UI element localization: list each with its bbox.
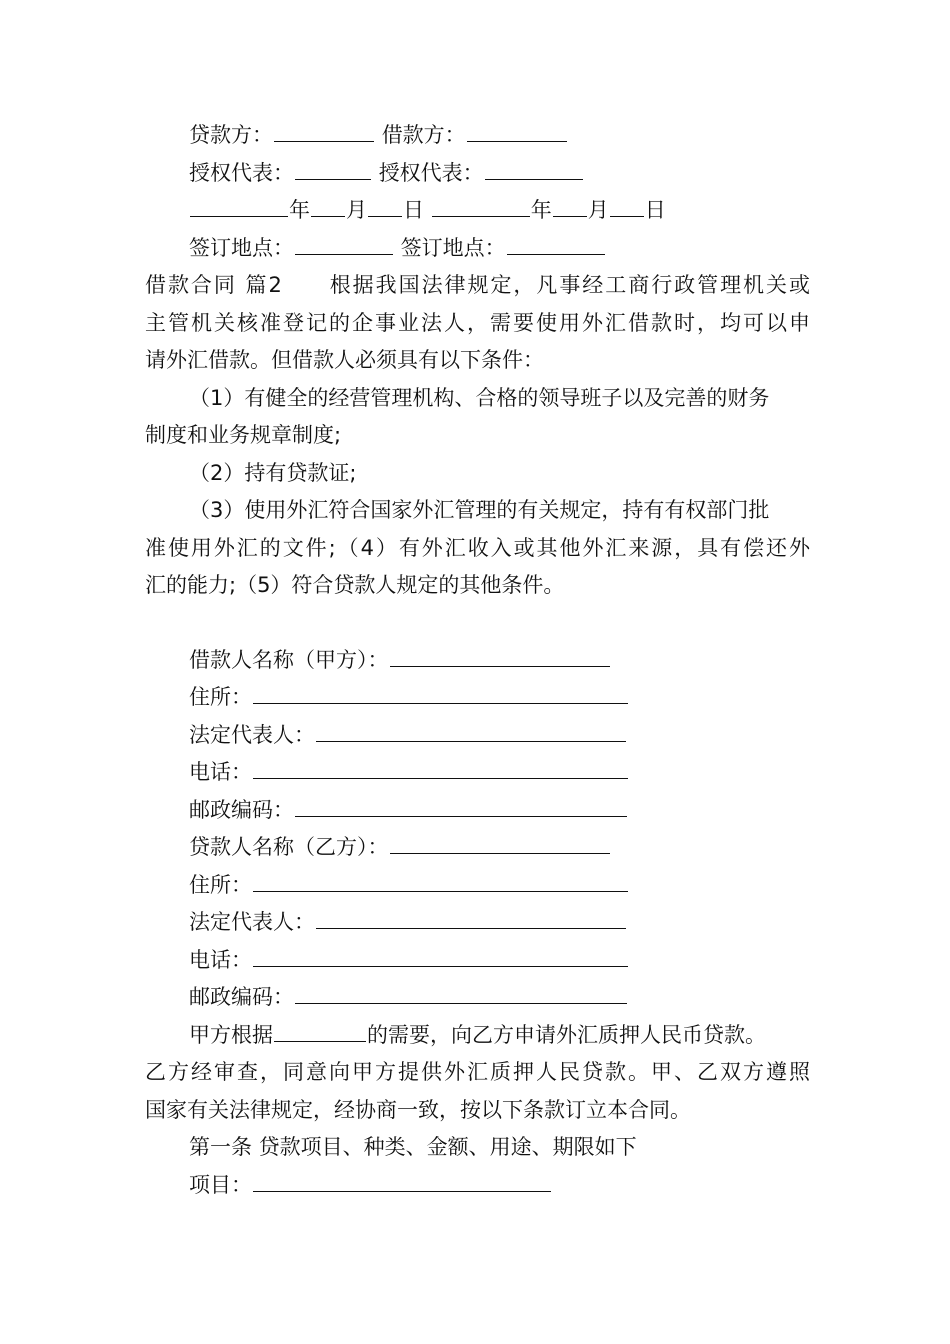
- lender-postcode-row: [145, 979, 810, 1017]
- lender-phone-label: 电话：: [189, 947, 252, 972]
- intro-line-2: 主管机关核准登记的企事业法人，需要使用外汇借款时，均可以申: [145, 310, 810, 335]
- lender-phone-row: [145, 942, 810, 980]
- condition-1-line-1: （1）有健全的经营管理机构、合格的领导班子以及完善的财务: [189, 385, 770, 410]
- body-paragraph-line-1: [145, 1017, 810, 1055]
- borrower-address-row: [145, 679, 810, 717]
- month-label: 月: [346, 198, 367, 222]
- condition-3-line-1: （3）使用外汇符合国家外汇管理的有关规定，持有有权部门批: [189, 498, 770, 522]
- condition-1-line-2: 制度和业务规章制度;: [145, 423, 342, 447]
- year-label-2: 年: [530, 198, 552, 222]
- day-blank: [368, 194, 402, 217]
- signature-row-places: [145, 230, 810, 268]
- lender-legal-rep-label: 法定代表人：: [189, 910, 315, 934]
- borrower-phone-label: 电话：: [189, 760, 252, 784]
- rep-lender-label: 授权代表：: [189, 160, 294, 185]
- place-lender-label: 签订地点：: [189, 235, 294, 260]
- lender-legal-rep-row: [145, 904, 810, 942]
- place-lender-blank: [295, 232, 393, 255]
- lender-name-blank: [390, 831, 610, 854]
- intro-line-3: 请外汇借款。但借款人必须具有以下条件：: [145, 348, 544, 372]
- lender-address-row: [145, 867, 810, 905]
- condition-3-line-3: 汇的能力;（5）符合贷款人规定的其他条件。: [145, 573, 565, 597]
- purpose-blank: [274, 1019, 366, 1042]
- borrower-address-label: 住所：: [189, 685, 252, 709]
- lender-label: 贷款方：: [189, 123, 273, 147]
- rep-borrower-blank: [485, 157, 583, 180]
- lender-address-label: 住所：: [189, 872, 252, 897]
- rep-borrower-label: 授权代表：: [378, 160, 484, 185]
- paragraph-gap: [145, 605, 810, 642]
- borrower-legal-rep-blank: [316, 719, 626, 742]
- day-label-2: 日: [644, 198, 666, 222]
- day-blank-2: [610, 194, 644, 217]
- signature-row-parties: [145, 117, 810, 155]
- body-paragraph-line-3: 国家有关法律规定，经协商一致，按以下条款订立本合同。: [145, 1097, 691, 1122]
- rep-lender-blank: [295, 157, 371, 180]
- month-blank-2: [553, 194, 587, 217]
- borrower-postcode-label: 邮政编码：: [189, 797, 294, 822]
- purpose-pre: 甲方根据: [189, 1022, 273, 1047]
- lender-blank: [274, 119, 374, 142]
- purpose-post: 的需要，向乙方申请外汇质押人民币贷款。: [367, 1022, 766, 1047]
- condition-3-line-2: 准使用外汇的文件;（4）有外汇收入或其他外汇来源，具有偿还外: [145, 535, 810, 560]
- item-row: [145, 1167, 810, 1205]
- borrower-label: 借款方：: [381, 123, 466, 147]
- borrower-name-blank: [390, 644, 610, 667]
- year-blank-2: [432, 194, 530, 217]
- place-borrower-blank: [507, 232, 605, 255]
- day-label: 日: [403, 198, 424, 222]
- article-1-heading: 第一条 贷款项目、种类、金额、用途、期限如下: [189, 1135, 637, 1159]
- lender-phone-blank: [253, 944, 628, 967]
- borrower-legal-rep-label: 法定代表人：: [189, 722, 315, 747]
- place-borrower-label: 签订地点：: [400, 235, 506, 260]
- borrower-phone-blank: [253, 756, 628, 779]
- borrower-name-label: 借款人名称（甲方）：: [189, 647, 389, 672]
- item-blank: [253, 1169, 551, 1192]
- borrower-legal-rep-row: [145, 717, 810, 755]
- month-blank: [311, 194, 345, 217]
- signature-row-representatives: [145, 155, 810, 193]
- body-paragraph-line-2: 乙方经审查，同意向甲方提供外汇质押人民贷款。甲、乙双方遵照: [145, 1060, 810, 1084]
- year-label: 年: [289, 198, 310, 222]
- borrower-address-blank: [253, 681, 628, 704]
- lender-name-label: 贷款人名称（乙方）：: [189, 835, 389, 859]
- borrower-phone-row: [145, 754, 810, 792]
- item-label: 项目：: [189, 1172, 252, 1197]
- year-blank: [190, 194, 288, 217]
- condition-2: （2）持有贷款证;: [189, 460, 357, 485]
- lender-postcode-label: 邮政编码：: [189, 985, 294, 1009]
- contract-page: [145, 117, 810, 1204]
- intro-line-1: 借款合同 篇2 根据我国法律规定，凡事经工商行政管理机关或: [145, 273, 810, 297]
- borrower-blank: [467, 119, 567, 142]
- borrower-postcode-blank: [295, 794, 627, 817]
- lender-postcode-blank: [295, 981, 627, 1004]
- borrower-name-row: [145, 642, 810, 680]
- lender-name-row: [145, 829, 810, 867]
- signature-row-dates: [145, 192, 810, 230]
- lender-legal-rep-blank: [316, 906, 626, 929]
- lender-address-blank: [253, 869, 628, 892]
- month-label-2: 月: [587, 198, 609, 222]
- borrower-postcode-row: [145, 792, 810, 830]
